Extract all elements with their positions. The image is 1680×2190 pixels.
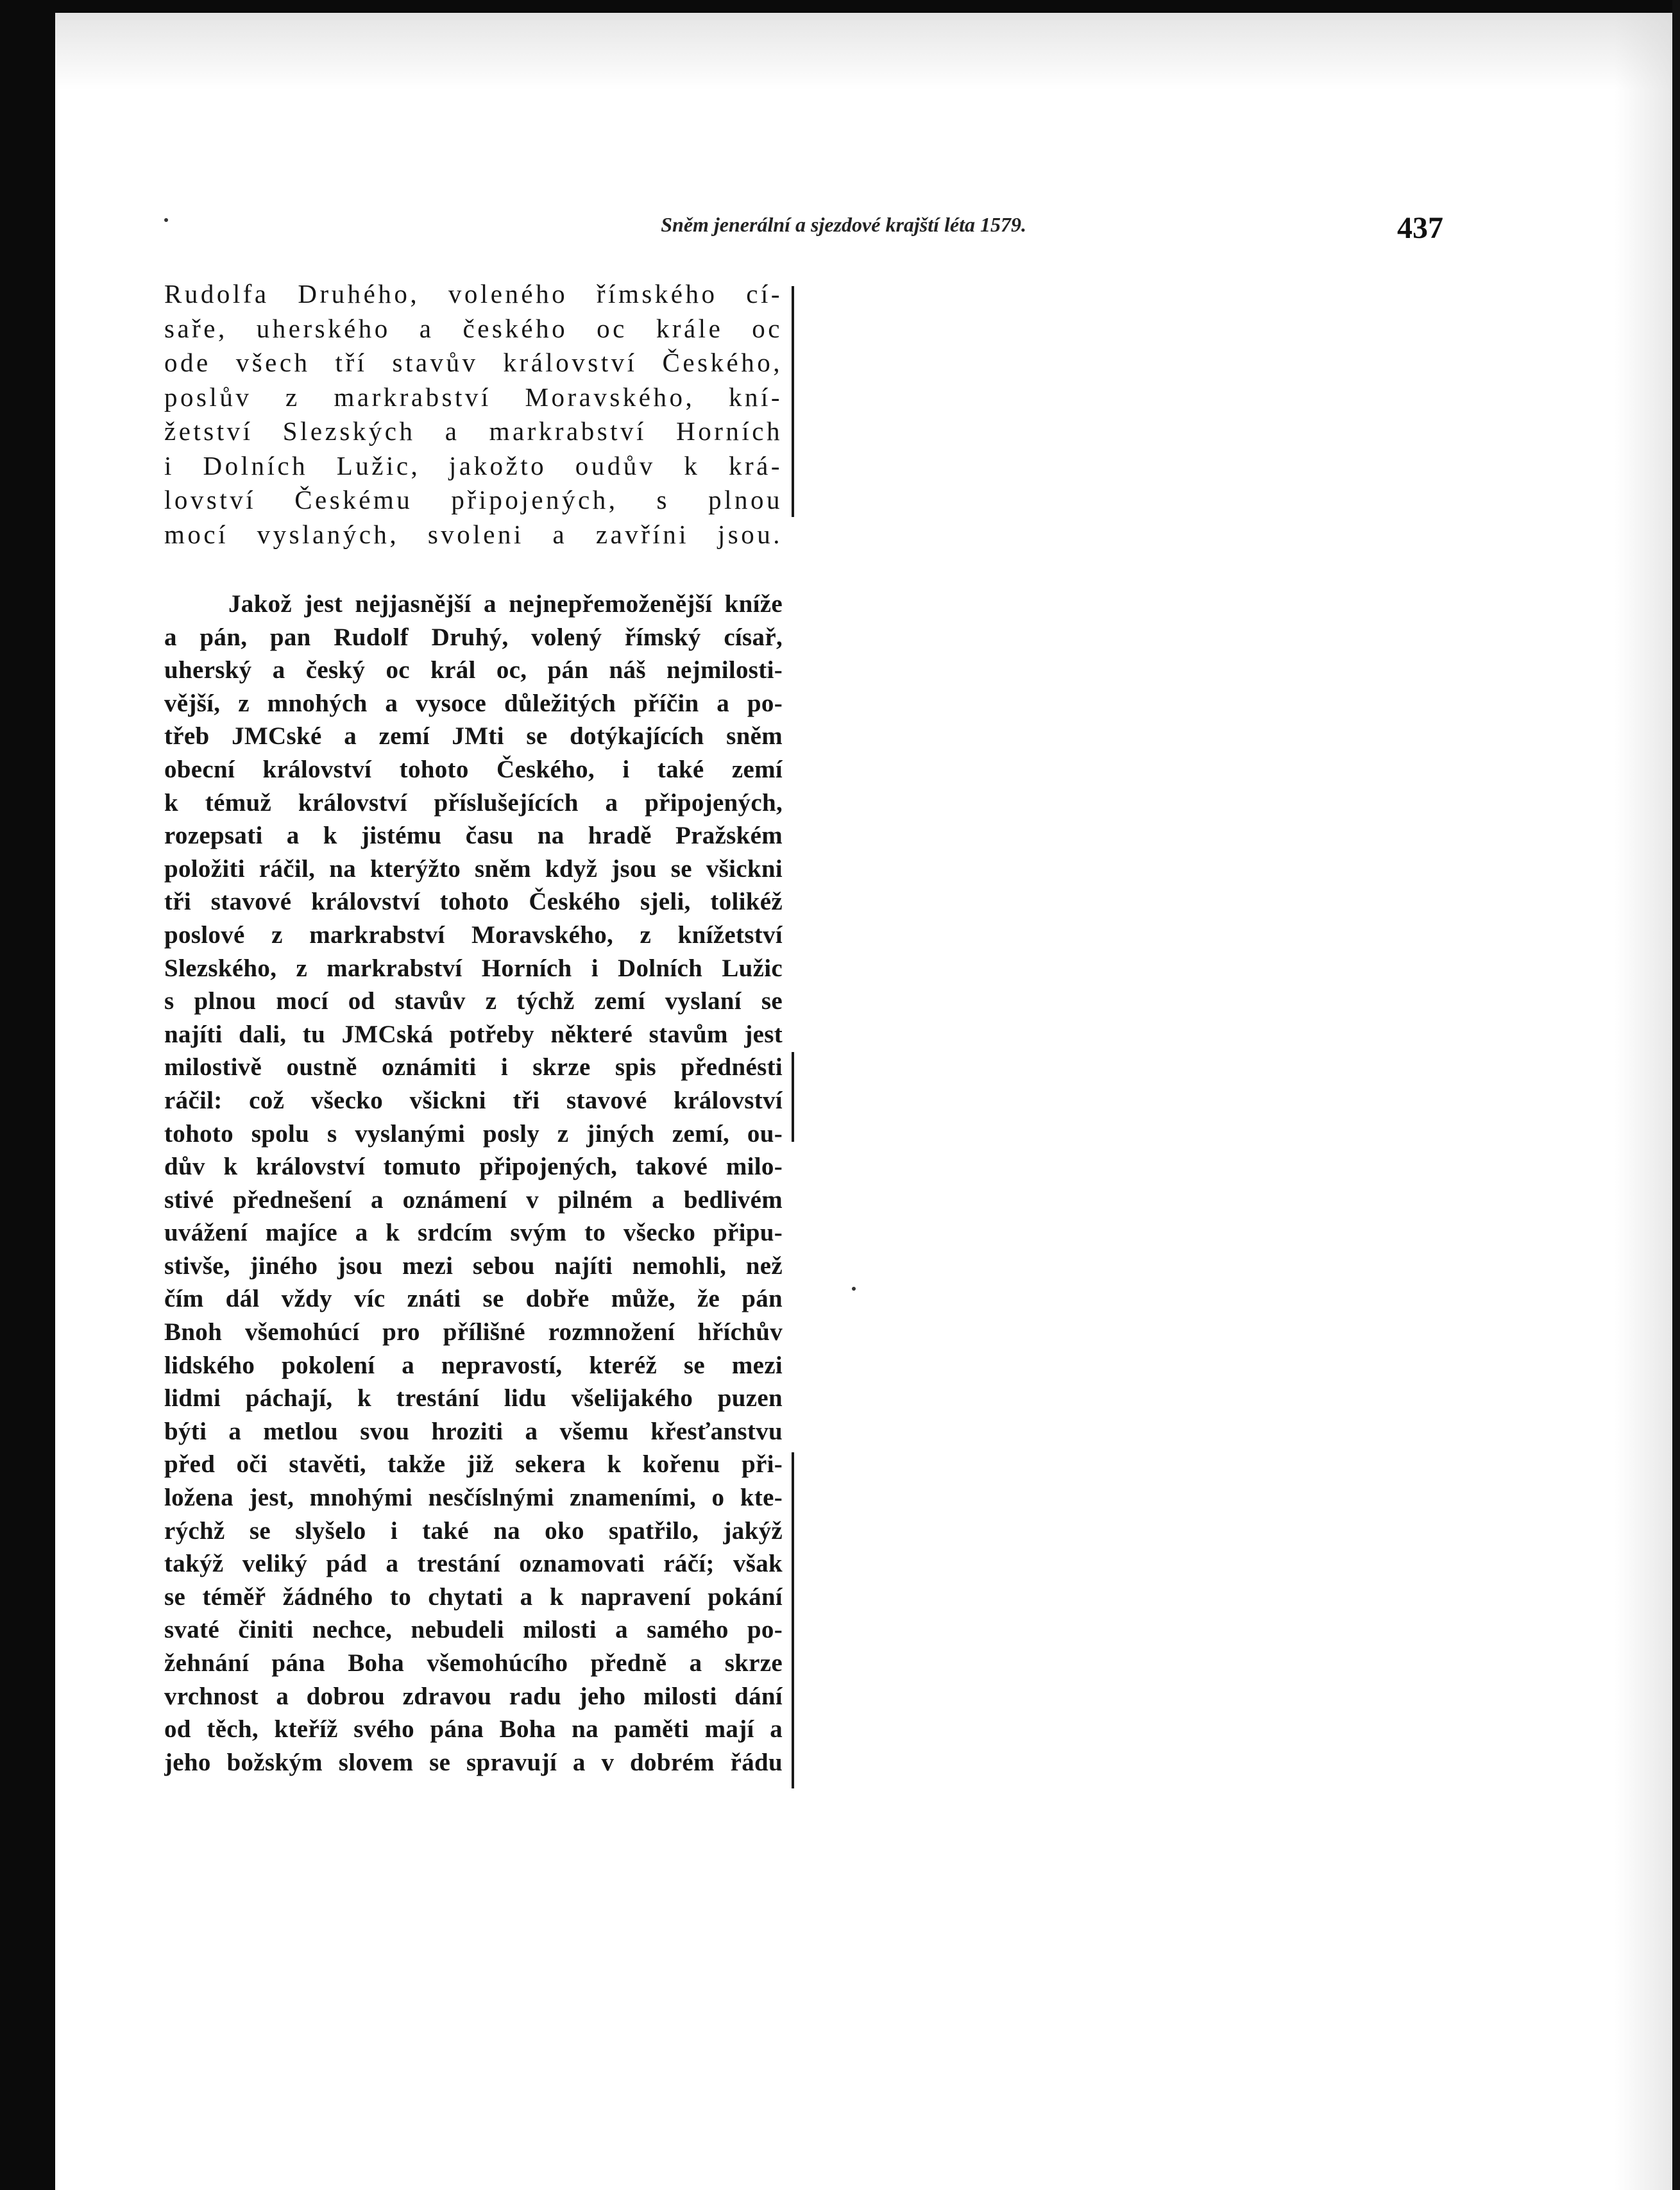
body-line: jeho božským slovem se spravují a v dobrém řádu bbox=[164, 1748, 783, 1776]
body-line: položiti ráčil, na kterýžto sněm když jsou se všickni bbox=[164, 854, 783, 883]
title-line: lovství Českému připojených, s plnou bbox=[164, 485, 783, 514]
title-line: i Dolních Lužic, jakožto oudův k krá- bbox=[164, 450, 783, 480]
body-line: rozepsati a k jistému času na hradě Pražském bbox=[164, 822, 783, 850]
body-line: uherský a český oc král oc, pán náš nejmilosti- bbox=[164, 656, 783, 684]
body-line: třeb JMCské a zemí JMti se dotýkajících sněm bbox=[164, 722, 783, 751]
body-line: před oči stavěti, takže již sekera k kořenu při- bbox=[164, 1450, 783, 1479]
page-number: 437 bbox=[1397, 211, 1443, 245]
body-line: rýchž se slyšelo i také na oko spatřilo, jakýž bbox=[164, 1516, 783, 1545]
column-rule bbox=[792, 286, 794, 517]
scan-border-left bbox=[0, 0, 55, 2190]
body-line: s plnou mocí od stavův z týchž zemí vyslaní se bbox=[164, 987, 783, 1015]
title-line: mocí vyslaných, svoleni a zavříni jsou. bbox=[164, 519, 783, 549]
body-line: Bnoh všemohúcí pro přílišné rozmnožení hříchův bbox=[164, 1318, 783, 1346]
body-line: obecní království tohoto Českého, i také zemí bbox=[164, 755, 783, 783]
body-line: vější, z mnohých a vysoce důležitých příčin a po- bbox=[164, 689, 783, 717]
body-line: stivše, jiného jsou mezi sebou najíti nemohli, než bbox=[164, 1252, 783, 1280]
body-line: ložena jest, mnohými nesčíslnými znameními, o kte- bbox=[164, 1484, 783, 1512]
page-right-shadow bbox=[1615, 13, 1672, 2190]
body-line: Slezského, z markrabství Horních i Dolních Lužic bbox=[164, 954, 783, 982]
column-rule bbox=[792, 1052, 794, 1142]
column-rule bbox=[792, 1452, 794, 1788]
body-line: uvážení majíce a k srdcím svým to všecko připu- bbox=[164, 1219, 783, 1247]
body-line: žehnání pána Boha všemohúcího předně a skrze bbox=[164, 1649, 783, 1677]
title-line: žetství Slezských a markrabství Horních bbox=[164, 416, 783, 446]
page-edge-shadow bbox=[55, 13, 1672, 90]
body-line: milostivě oustně oznámiti i skrze spis přednésti bbox=[164, 1053, 783, 1082]
body-line: a pán, pan Rudolf Druhý, volený římský císař, bbox=[164, 623, 783, 651]
body-line: k témuž království příslušejících a připojených, bbox=[164, 788, 783, 817]
body-line: Jakož jest nejjasnější a nejnepřemoženější kníže bbox=[228, 590, 783, 618]
body-paragraph bbox=[164, 588, 783, 1779]
running-header: Sněm jenerální a sjezdové krajští léta 1579. bbox=[661, 213, 1026, 236]
body-line: stivé přednešení a oznámení v pilném a bedlivém bbox=[164, 1185, 783, 1214]
body-line: poslové z markrabství Moravského, z knížetství bbox=[164, 921, 783, 949]
body-line: takýž veliký pád a trestání oznamovati ráčí; však bbox=[164, 1550, 783, 1578]
body-line: tři stavové království tohoto Českého sjeli, tolikéž bbox=[164, 888, 783, 916]
body-line: najíti dali, tu JMCská potřeby některé stavům jest bbox=[164, 1020, 783, 1048]
body-line: vrchnost a dobrou zdravou radu jeho milosti dání bbox=[164, 1682, 783, 1710]
body-line: býti a metlou svou hroziti a všemu křesťanstvu bbox=[164, 1417, 783, 1445]
title-line: ode všech tří stavův království Českého, bbox=[164, 348, 783, 377]
body-line: lidmi páchají, k trestání lidu všelijakého puzen bbox=[164, 1384, 783, 1413]
title-line: saře, uherského a českého oc krále oc bbox=[164, 313, 783, 343]
title-block bbox=[164, 277, 783, 552]
body-line: dův k království tomuto připojených, takové milo- bbox=[164, 1153, 783, 1181]
body-line: lidského pokolení a nepravostí, kteréž se mezi bbox=[164, 1351, 783, 1379]
text-column bbox=[164, 277, 783, 1779]
title-line: Rudolfa Druhého, voleného římského cí- bbox=[164, 279, 783, 309]
body-line: ráčil: což všecko všickni tři stavové království bbox=[164, 1086, 783, 1114]
scan-border-right bbox=[1672, 0, 1680, 2190]
scan-border-top bbox=[0, 0, 1680, 13]
body-line: čím dál vždy víc znáti se dobře může, že pán bbox=[164, 1285, 783, 1313]
body-line: tohoto spolu s vyslanými posly z jiných zemí, ou- bbox=[164, 1119, 783, 1148]
body-line: od těch, kteříž svého pána Boha na paměti mají a bbox=[164, 1715, 783, 1744]
body-line: svaté činiti nechce, nebudeli milosti a samého po- bbox=[164, 1616, 783, 1644]
stray-mark bbox=[164, 218, 168, 222]
title-line: poslův z markrabství Moravského, kní- bbox=[164, 382, 783, 412]
stray-mark bbox=[852, 1287, 856, 1291]
body-line: se téměř žádného to chytati a k napravení pokání bbox=[164, 1583, 783, 1611]
